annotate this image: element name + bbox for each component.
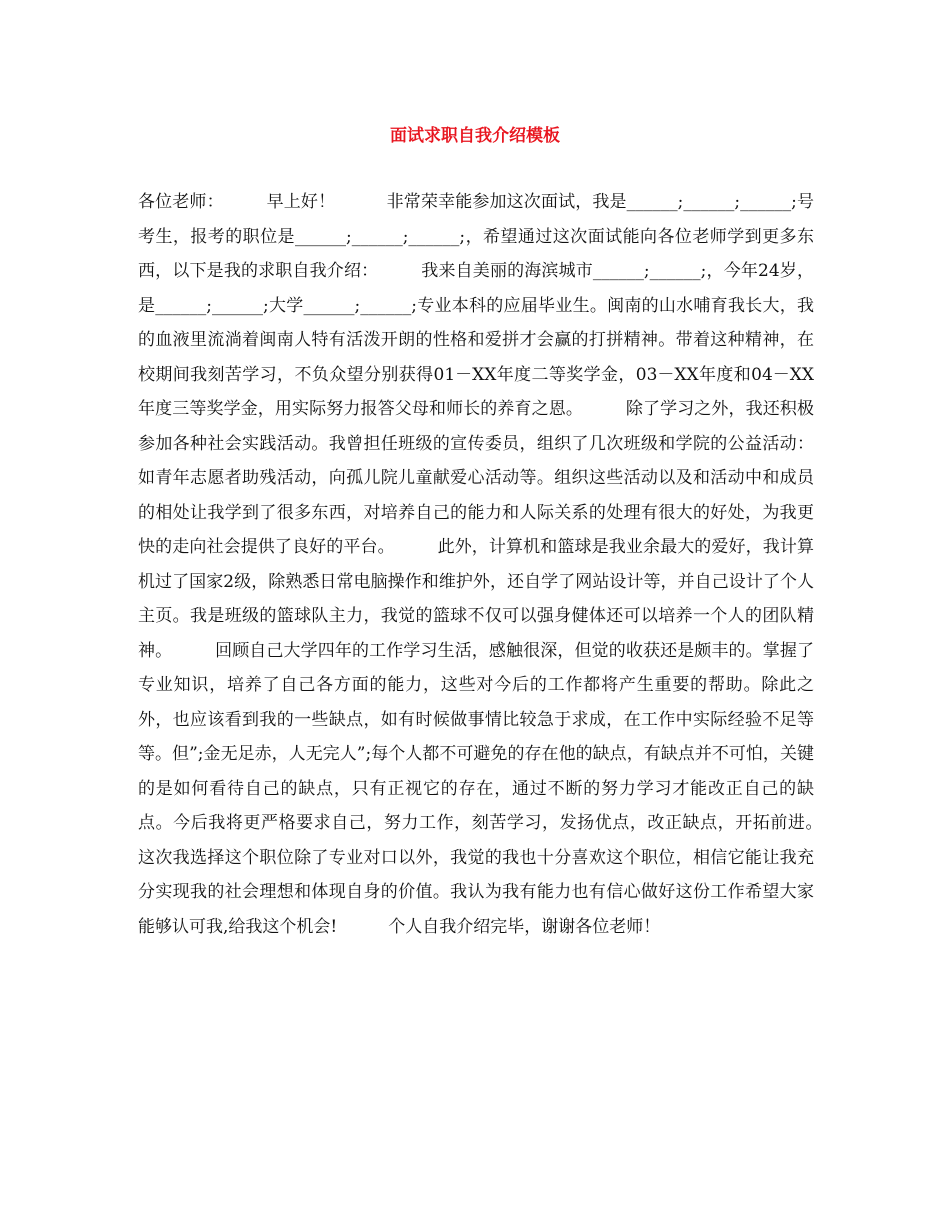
document-body-paragraph: 各位老师： 早上好！ 非常荣幸能参加这次面试，我是______;______;______;号考生，报考的职位是______;______;______;，希望通过这次面试能向各位老师学到更多东西，以下是我的求职自我介绍： 我来自美丽的海滨城市______;______;，今年24岁，是______;______;大学______;______;专业本科的应届毕业生。闽南的山水哺育我长大，我的血液里流淌着闽南人特有活泼开朗的性格和爱拼才会赢的打拼精神。带着这种精神，在校期间我刻苦学习，不负众望分别获得01－XX年度二等奖学金，03－XX年度和04－XX年度三等奖学金，用实际努力报答父母和师长的养育之恩。 除了学习之外，我还积极参加各种社会实践活动。我曾担任班级的宣传委员，组织了几次班级和学院的公益活动：如青年志愿者助残活动，向孤儿院儿童献爱心活动等。组织这些活动以及和活动中和成员的相处让我学到了很多东西，对培养自己的能力和人际关系的处理有很大的好处，为我更快的走向社会提供了良好的平台。 此外，计算机和篮球是我业余最大的爱好，我计算机过了国家2级，除熟悉日常电脑操作和维护外，还自学了网站设计等，并自己设计了个人主页。我是班级的篮球队主力，我觉的篮球不仅可以强身健体还可以培养一个人的团队精神。 回顾自己大学四年的工作学习生活，感触很深，但觉的收获还是颇丰的。掌握了专业知识，培养了自己各方面的能力，这些对今后的工作都将产生重要的帮助。除此之外，也应该看到我的一些缺点，如有时候做事情比较急于求成，在工作中实际经验不足等等。但”;金无足赤，人无完人”;每个人都不可避免的存在他的缺点，有缺点并不可怕，关键的是如何看待自己的缺点，只有正视它的存在，通过不断的努力学习才能改正自己的缺点。今后我将更严格要求自己，努力工作，刻苦学习，发扬优点，改正缺点，开拓前进。 这次我选择这个职位除了专业对口以外，我觉的我也十分喜欢这个职位，相信它能让我充分实现我的社会理想和体现自身的价值。我认为我有能力也有信心做好这份工作希望大家能够认可我,给我这个机会! 个人自我介绍完毕，谢谢各位老师！ — [138, 192, 865, 937]
document-title: 面试求职自我介绍模板 — [390, 126, 560, 146]
